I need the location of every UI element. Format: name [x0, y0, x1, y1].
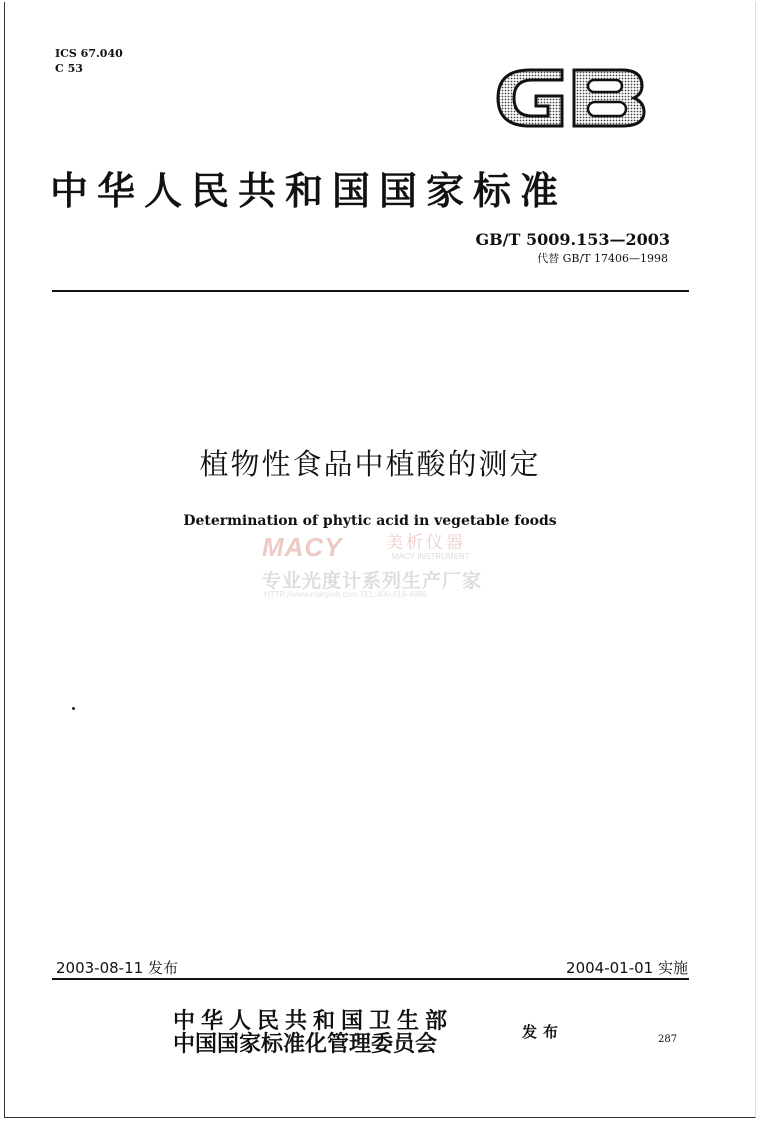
document-title-english: Determination of phytic acid in vegetable foods: [183, 513, 557, 529]
watermark-brand-en: MACY INSTRUMENT: [392, 552, 470, 561]
implementation-date: 2004-01-01 实施: [566, 959, 688, 977]
replaced-standard: 代替 GB/T 17406—1998: [537, 252, 668, 265]
watermark-brand: MACY: [262, 532, 343, 562]
publish-label: 发布: [522, 1023, 565, 1041]
issuer-standardization-administration: 中国国家标准化管理委员会: [173, 1031, 438, 1057]
issue-date: 2003-08-11 发布: [56, 959, 178, 977]
ccs-code: C 53: [55, 62, 83, 75]
issuing-authorities: [173, 1010, 453, 1056]
classification-codes: [55, 46, 123, 76]
page-number: 287: [658, 1034, 678, 1045]
standard-number: GB/T 5009.153—2003: [475, 230, 670, 249]
gb-logo-text: GB: [492, 56, 494, 57]
issuer-ministry-of-health: 中华人民共和国卫生部: [173, 1008, 454, 1034]
top-divider: [52, 290, 689, 292]
bottom-divider: [52, 978, 689, 980]
speck: [72, 707, 75, 710]
watermark: [262, 528, 502, 606]
national-standard-title: 中华人民共和国国家标准: [50, 168, 568, 213]
watermark-contact: HTTP://www.macylab.com TEL:400-616-4686: [264, 590, 427, 599]
watermark-slogan: 专业光度计系列生产厂家: [262, 570, 483, 592]
ics-code: ICS 67.040: [55, 47, 123, 60]
gb-logo: [492, 56, 650, 140]
document-title-chinese: 植物性食品中植酸的测定: [199, 447, 541, 481]
watermark-brand-cn: 美析仪器: [386, 533, 466, 553]
